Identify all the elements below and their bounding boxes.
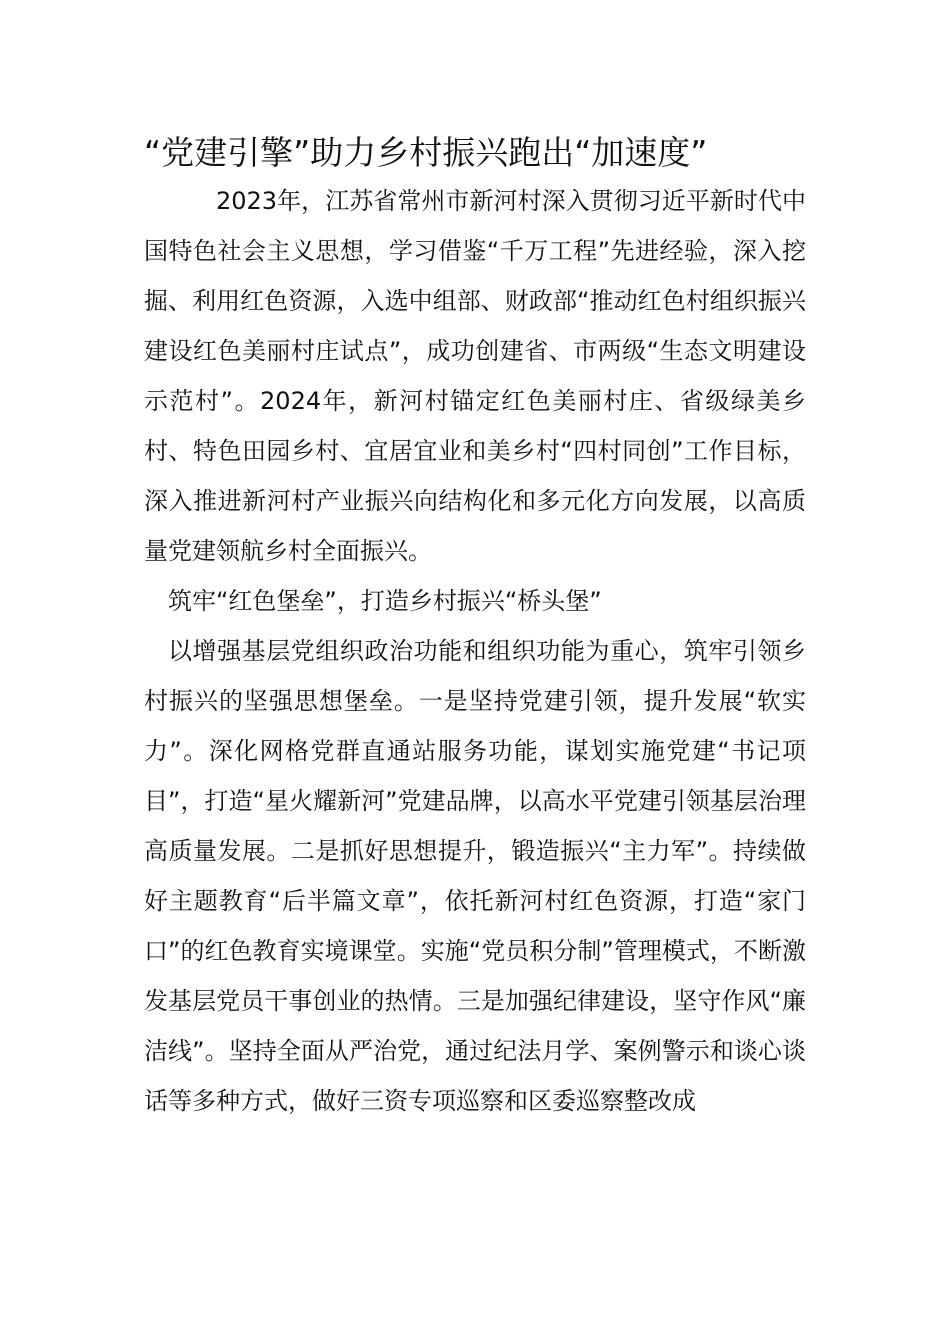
section-heading: 筑牢“红色堡垒”，打造乡村振兴“桥头堡” [168,587,602,615]
document-body [144,176,806,1126]
paragraph-section-1: 以增强基层党组织政治功能和组织功能为重心，筑牢引领乡村振兴的坚强思想堡垒。一是坚持党建引领，提升发展“软实力”。深化网格党群直通站服务功能，谋划实施党建“书记项目”，打造“星火耀新河”党建品牌，以高水平党建引领基层治理高质量发展。二是抓好思想提升，锻造振兴“主力军”。持续做好主题教育“后半篇文章”，依托新河村红色资源，打造“家门口”的红色教育实境课堂。实施“党员积分制”管理模式，不断激发基层党员干事创业的热情。三是加强纪律建设，坚守作风“廉洁线”。坚持全面从严治党，通过纪法月学、案例警示和谈心谈话等多种方式，做好三资专项巡察和区委巡察整改成 [144,637,806,1115]
paragraph-intro: 2023年，江苏省常州市新河村深入贯彻习近平新时代中国特色社会主义思想，学习借鉴“千万工程”先进经验，深入挖掘、利用红色资源，入选中组部、财政部“推动红色村组织振兴 建设红色美丽村庄试点”，成功创建省、市两级“生态文明建设示范村”。2024年，新河村锚定红色美丽村庄、省级绿美乡村、特色田园乡村、宜居宜业和美乡村“四村同创”工作目标，深入推进新河村产业振兴向结构化和多元化方向发展，以高质量党建领航乡村全面振兴。 [144,187,806,565]
document-title: “党建引擎”助力乡村振兴跑出“加速度” [144,133,708,172]
